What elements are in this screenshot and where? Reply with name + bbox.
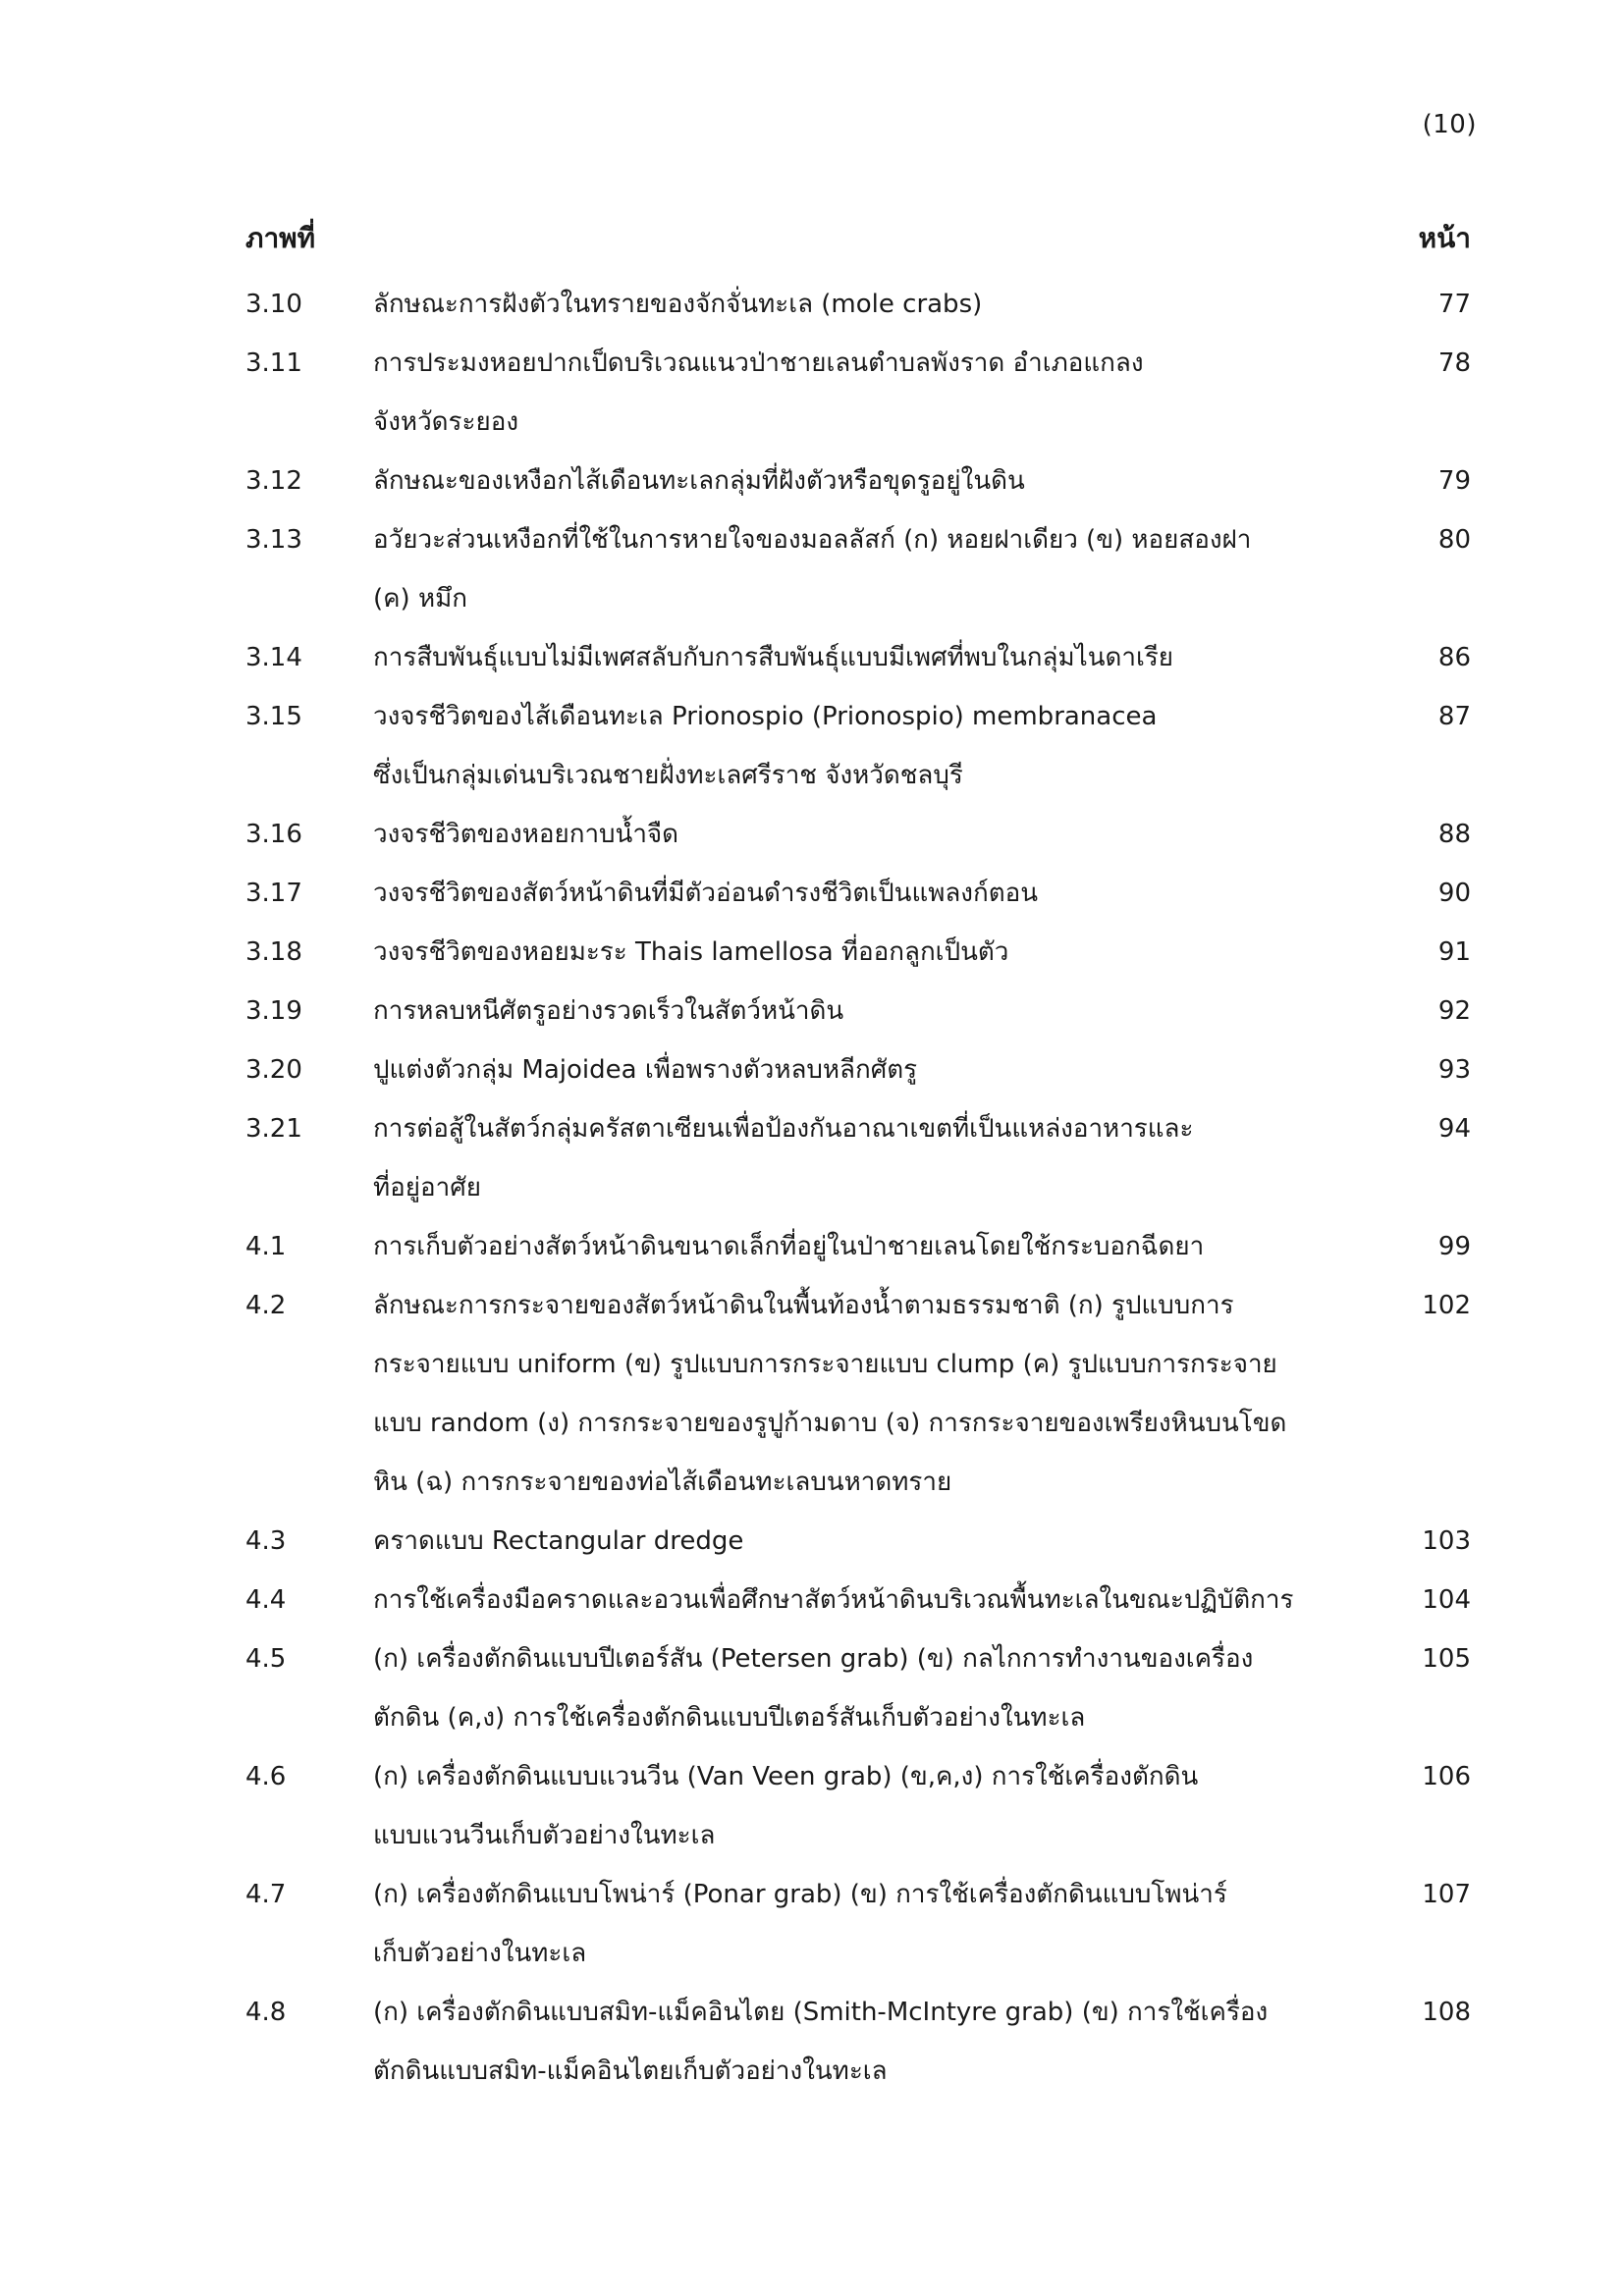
figure-number: 4.8	[245, 1998, 287, 2027]
list-item	[245, 334, 1471, 452]
page-column-header: หน้า	[1418, 222, 1471, 254]
page-number: (10)	[1422, 110, 1477, 139]
list-item	[245, 628, 1471, 687]
list-item	[245, 923, 1471, 982]
figure-number: 3.13	[245, 525, 302, 555]
figure-page-number: 86	[1437, 643, 1471, 672]
figure-caption: การหลบหนีศัตรูอย่างรวดเร็วในสัตว์หน้าดิน	[373, 996, 844, 1026]
figure-number: 3.18	[245, 937, 302, 967]
figure-number: 4.3	[245, 1526, 287, 1556]
figure-page-number: 92	[1437, 996, 1471, 1026]
figure-number: 3.12	[245, 466, 302, 496]
figure-number: 3.17	[245, 879, 302, 908]
figure-page-number: 108	[1422, 1998, 1471, 2027]
figure-number: 3.14	[245, 643, 302, 672]
list-item	[245, 1629, 1471, 1747]
figure-page-number: 94	[1437, 1114, 1471, 1144]
figure-caption: การเก็บตัวอย่างสัตว์หน้าดินขนาดเล็กที่อยู่ในป่าชายเลนโดยใช้กระบอกฉีดยา	[373, 1232, 1205, 1261]
figure-caption: คราดแบบ Rectangular dredge	[373, 1526, 744, 1556]
figure-number: 3.19	[245, 996, 302, 1026]
figure-caption: การประมงหอยปากเป็ดบริเวณแนวป่าชายเลนตำบลพังราด อำเภอแกลง จังหวัดระยอง	[373, 348, 1144, 437]
figure-number: 3.11	[245, 348, 302, 378]
figure-page-number: 88	[1437, 820, 1471, 849]
figure-caption: วงจรชีวิตของหอยมะระ Thais lamellosa ที่ออกลูกเป็นตัว	[373, 937, 1009, 967]
figure-page-number: 93	[1437, 1055, 1471, 1085]
figure-page-number: 104	[1422, 1585, 1471, 1615]
figure-number: 4.7	[245, 1880, 287, 1909]
figure-number: 3.20	[245, 1055, 302, 1085]
list-item	[245, 452, 1471, 510]
list-item	[245, 687, 1471, 805]
figure-caption: การต่อสู้ในสัตว์กลุ่มครัสตาเซียนเพื่อป้องกันอาณาเขตที่เป็นแหล่งอาหารและ ที่อยู่อาศัย	[373, 1114, 1194, 1202]
figure-caption: ปูแต่งตัวกลุ่ม Majoidea เพื่อพรางตัวหลบหลีกศัตรู	[373, 1055, 918, 1085]
figure-number: 3.16	[245, 820, 302, 849]
figure-page-number: 106	[1422, 1762, 1471, 1791]
figure-number: 3.10	[245, 290, 302, 319]
figure-page-number: 91	[1437, 937, 1471, 967]
figure-page-number: 79	[1437, 466, 1471, 496]
figure-caption: วงจรชีวิตของสัตว์หน้าดินที่มีตัวอ่อนดำรงชีวิตเป็นแพลงก์ตอน	[373, 879, 1038, 908]
figure-caption: (ก) เครื่องตักดินแบบโพน่าร์ (Ponar grab) (ข) การใช้เครื่องตักดินแบบโพน่าร์ เก็บตัวอย่างในทะเล	[373, 1880, 1227, 1968]
figure-number: 4.5	[245, 1644, 287, 1674]
list-item	[245, 1983, 1471, 2101]
figure-page-number: 77	[1437, 290, 1471, 319]
figure-caption: (ก) เครื่องตักดินแบบปีเตอร์สัน (Petersen grab) (ข) กลไกการทำงานของเครื่อง ตักดิน (ค,ง) การใช้เครื่องตักดินแบบปีเตอร์สันเก็บตัวอย่างในทะเล	[373, 1644, 1254, 1733]
list-item	[245, 1865, 1471, 1983]
figure-caption: ลักษณะการกระจายของสัตว์หน้าดินในพื้นท้องน้ำตามธรรมชาติ (ก) รูปแบบการ กระจายแบบ uniform (ข) รูปแบบการกระจายแบบ clump (ค) รูปแบบการกระจาย แบบ random (ง) การกระจายของรูปูก้ามดาบ (จ) การกระจายของเพรียงหินบนโขด หิน (ฉ) การกระจายของท่อไส้เดือนทะเลบนหาดทราย	[373, 1291, 1287, 1497]
figure-caption: การสืบพันธุ์แบบไม่มีเพศสลับกับการสืบพันธุ์แบบมีเพศที่พบในกลุ่มไนดาเรีย	[373, 643, 1174, 672]
figure-page-number: 107	[1422, 1880, 1471, 1909]
list-item	[245, 1276, 1471, 1512]
figure-caption: (ก) เครื่องตักดินแบบแวนวีน (Van Veen grab) (ข,ค,ง) การใช้เครื่องตักดิน แบบแวนวีนเก็บตัวอย่างในทะเล	[373, 1762, 1199, 1850]
figure-page-number: 78	[1437, 348, 1471, 378]
list-item	[245, 982, 1471, 1041]
figure-page-number: 80	[1437, 525, 1471, 555]
list-item	[245, 805, 1471, 864]
figure-column-header: ภาพที่	[245, 222, 316, 254]
list-item	[245, 1512, 1471, 1571]
figure-page-number: 105	[1422, 1644, 1471, 1674]
figure-caption: ลักษณะของเหงือกไส้เดือนทะเลกลุ่มที่ฝังตัวหรือขุดรูอยู่ในดิน	[373, 466, 1025, 496]
figure-number: 4.6	[245, 1762, 287, 1791]
figure-number: 3.15	[245, 702, 302, 731]
list-item	[245, 864, 1471, 923]
figure-number: 4.2	[245, 1291, 287, 1320]
list-header	[245, 217, 1471, 256]
figure-page-number: 90	[1437, 879, 1471, 908]
figure-caption: ลักษณะการฝังตัวในทรายของจักจั่นทะเล (mole crabs)	[373, 290, 983, 319]
figure-caption: การใช้เครื่องมือคราดและอวนเพื่อศึกษาสัตว์หน้าดินบริเวณพื้นทะเลในขณะปฏิบัติการ	[373, 1585, 1294, 1615]
figure-page-number: 103	[1422, 1526, 1471, 1556]
list-item	[245, 1099, 1471, 1217]
figure-caption: (ก) เครื่องตักดินแบบสมิท-แม็คอินไตย (Smith-McIntyre grab) (ข) การใช้เครื่อง ตักดินแบบสมิท-แม็คอินไตยเก็บตัวอย่างในทะเล	[373, 1998, 1269, 2086]
list-item	[245, 1571, 1471, 1629]
figure-page-number: 102	[1422, 1291, 1471, 1320]
figure-page-number: 99	[1437, 1232, 1471, 1261]
list-item	[245, 1747, 1471, 1865]
figure-caption: วงจรชีวิตของหอยกาบน้ำจืด	[373, 820, 679, 849]
figure-number: 3.21	[245, 1114, 302, 1144]
figure-page-number: 87	[1437, 702, 1471, 731]
figure-number: 4.4	[245, 1585, 287, 1615]
list-item	[245, 275, 1471, 334]
list-item	[245, 510, 1471, 628]
figure-caption: วงจรชีวิตของไส้เดือนทะเล Prionospio (Prionospio) membranacea ซึ่งเป็นกลุ่มเด่นบริเวณชายฝั่งทะเลศรีราช จังหวัดชลบุรี	[373, 702, 1158, 790]
list-item	[245, 1217, 1471, 1276]
figure-caption: อวัยวะส่วนเหงือกที่ใช้ในการหายใจของมอลลัสก์ (ก) หอยฝาเดียว (ข) หอยสองฝา (ค) หมึก	[373, 525, 1252, 614]
figure-number: 4.1	[245, 1232, 287, 1261]
list-item	[245, 1041, 1471, 1099]
figure-list	[245, 275, 1471, 2101]
